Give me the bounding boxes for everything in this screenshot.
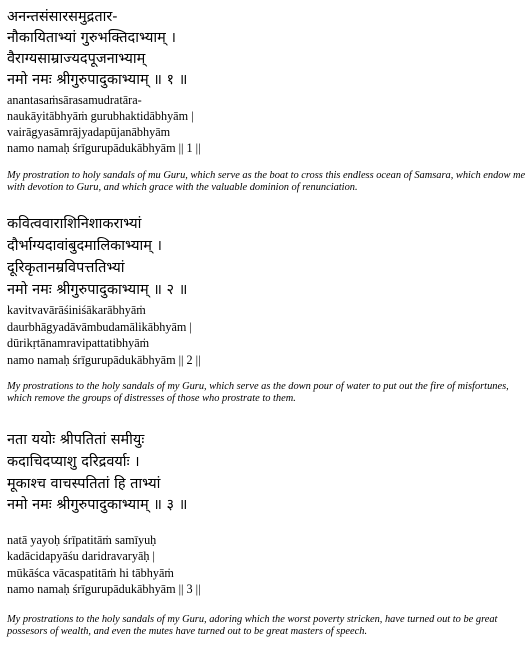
verse-transliteration-line: naukāyitābhyāṁ gurubhaktidābhyām | [7,109,194,123]
verse-devanagari-line: नमो नमः श्रीगुरुपादुकाभ्याम् ॥ ३ ॥ [7,497,188,513]
verse-devanagari-line: कदाचिदप्याशु दरिद्रवर्याः । [7,454,140,470]
verse-transliteration-line: namo namaḥ śrīgurupādukābhyām || 2 || [7,353,201,367]
verse-devanagari-line: नता ययोः श्रीपतितां समीयुः [7,432,145,448]
verse-transliteration-line: kadācidapyāśu daridravaryāḥ | [7,549,155,563]
verse-transliteration-line: namo namaḥ śrīgurupādukābhyām || 3 || [7,582,201,596]
verse-transliteration-line: mūkāśca vācaspatitāṁ hi tābhyāṁ [7,566,174,580]
verse-transliteration-line: natā yayoḥ śrīpatitāṁ samīyuḥ [7,533,157,547]
verse-transliteration-line: kavitvavārāśiniśākarābhyāṁ [7,303,146,317]
verse-translation: My prostrations to the holy sandals of my Guru, adoring which the worst poverty stricken, have turned out to be great possesors of wealth, and even the mutes have turned out to be great masters of speech. [7,614,498,637]
verse-transliteration-line: dūrikṛtānamravipattatibhyāṁ [7,336,150,350]
verse-transliteration-line: vairāgyasāmrājyadapūjanābhyām [7,125,171,139]
verse-translation: My prostration to holy sandals of mu Guru, which serve as the boat to cross this endless ocean of Samsara, which endow me with devotion to Guru, and which grace with the valuable dominion of renunciation. [7,170,526,193]
verse-devanagari-line: कवित्ववाराशिनिशाकराभ्यां [7,216,142,232]
verse-devanagari-line: मूकाश्च वाचस्पतितां हि ताभ्यां [7,476,161,492]
verse-devanagari-line: दूरिकृतानम्रविपत्ततिभ्यां [7,260,125,276]
verse-devanagari-line: दौर्भाग्यदावांबुदमालिकाभ्याम् । [7,238,163,254]
verse-translation: My prostrations to the holy sandals of my Guru, which serve as the down pour of water to put out the fire of misfortunes, which remove the groups of distresses of those who prostrate to them. [7,381,509,404]
verse-transliteration-line: namo namaḥ śrīgurupādukābhyām || 1 || [7,141,201,155]
verse-transliteration-line: anantasaṁsārasamudratāra- [7,93,142,107]
verse-devanagari-line: अनन्तसंसारसमुद्रतार- [7,9,118,25]
verse-transliteration-line: daurbhāgyadāvāmbudamālikābhyām | [7,320,192,334]
verse-devanagari-line: नमो नमः श्रीगुरुपादुकाभ्याम् ॥ २ ॥ [7,282,188,298]
verse-devanagari-line: नमो नमः श्रीगुरुपादुकाभ्याम् ॥ १ ॥ [7,72,188,88]
verse-devanagari-line: वैराग्यसाम्राज्यदपूजनाभ्याम् [7,51,146,67]
verse-devanagari-line: नौकायिताभ्यां गुरुभक्तिदाभ्याम् । [7,30,176,46]
